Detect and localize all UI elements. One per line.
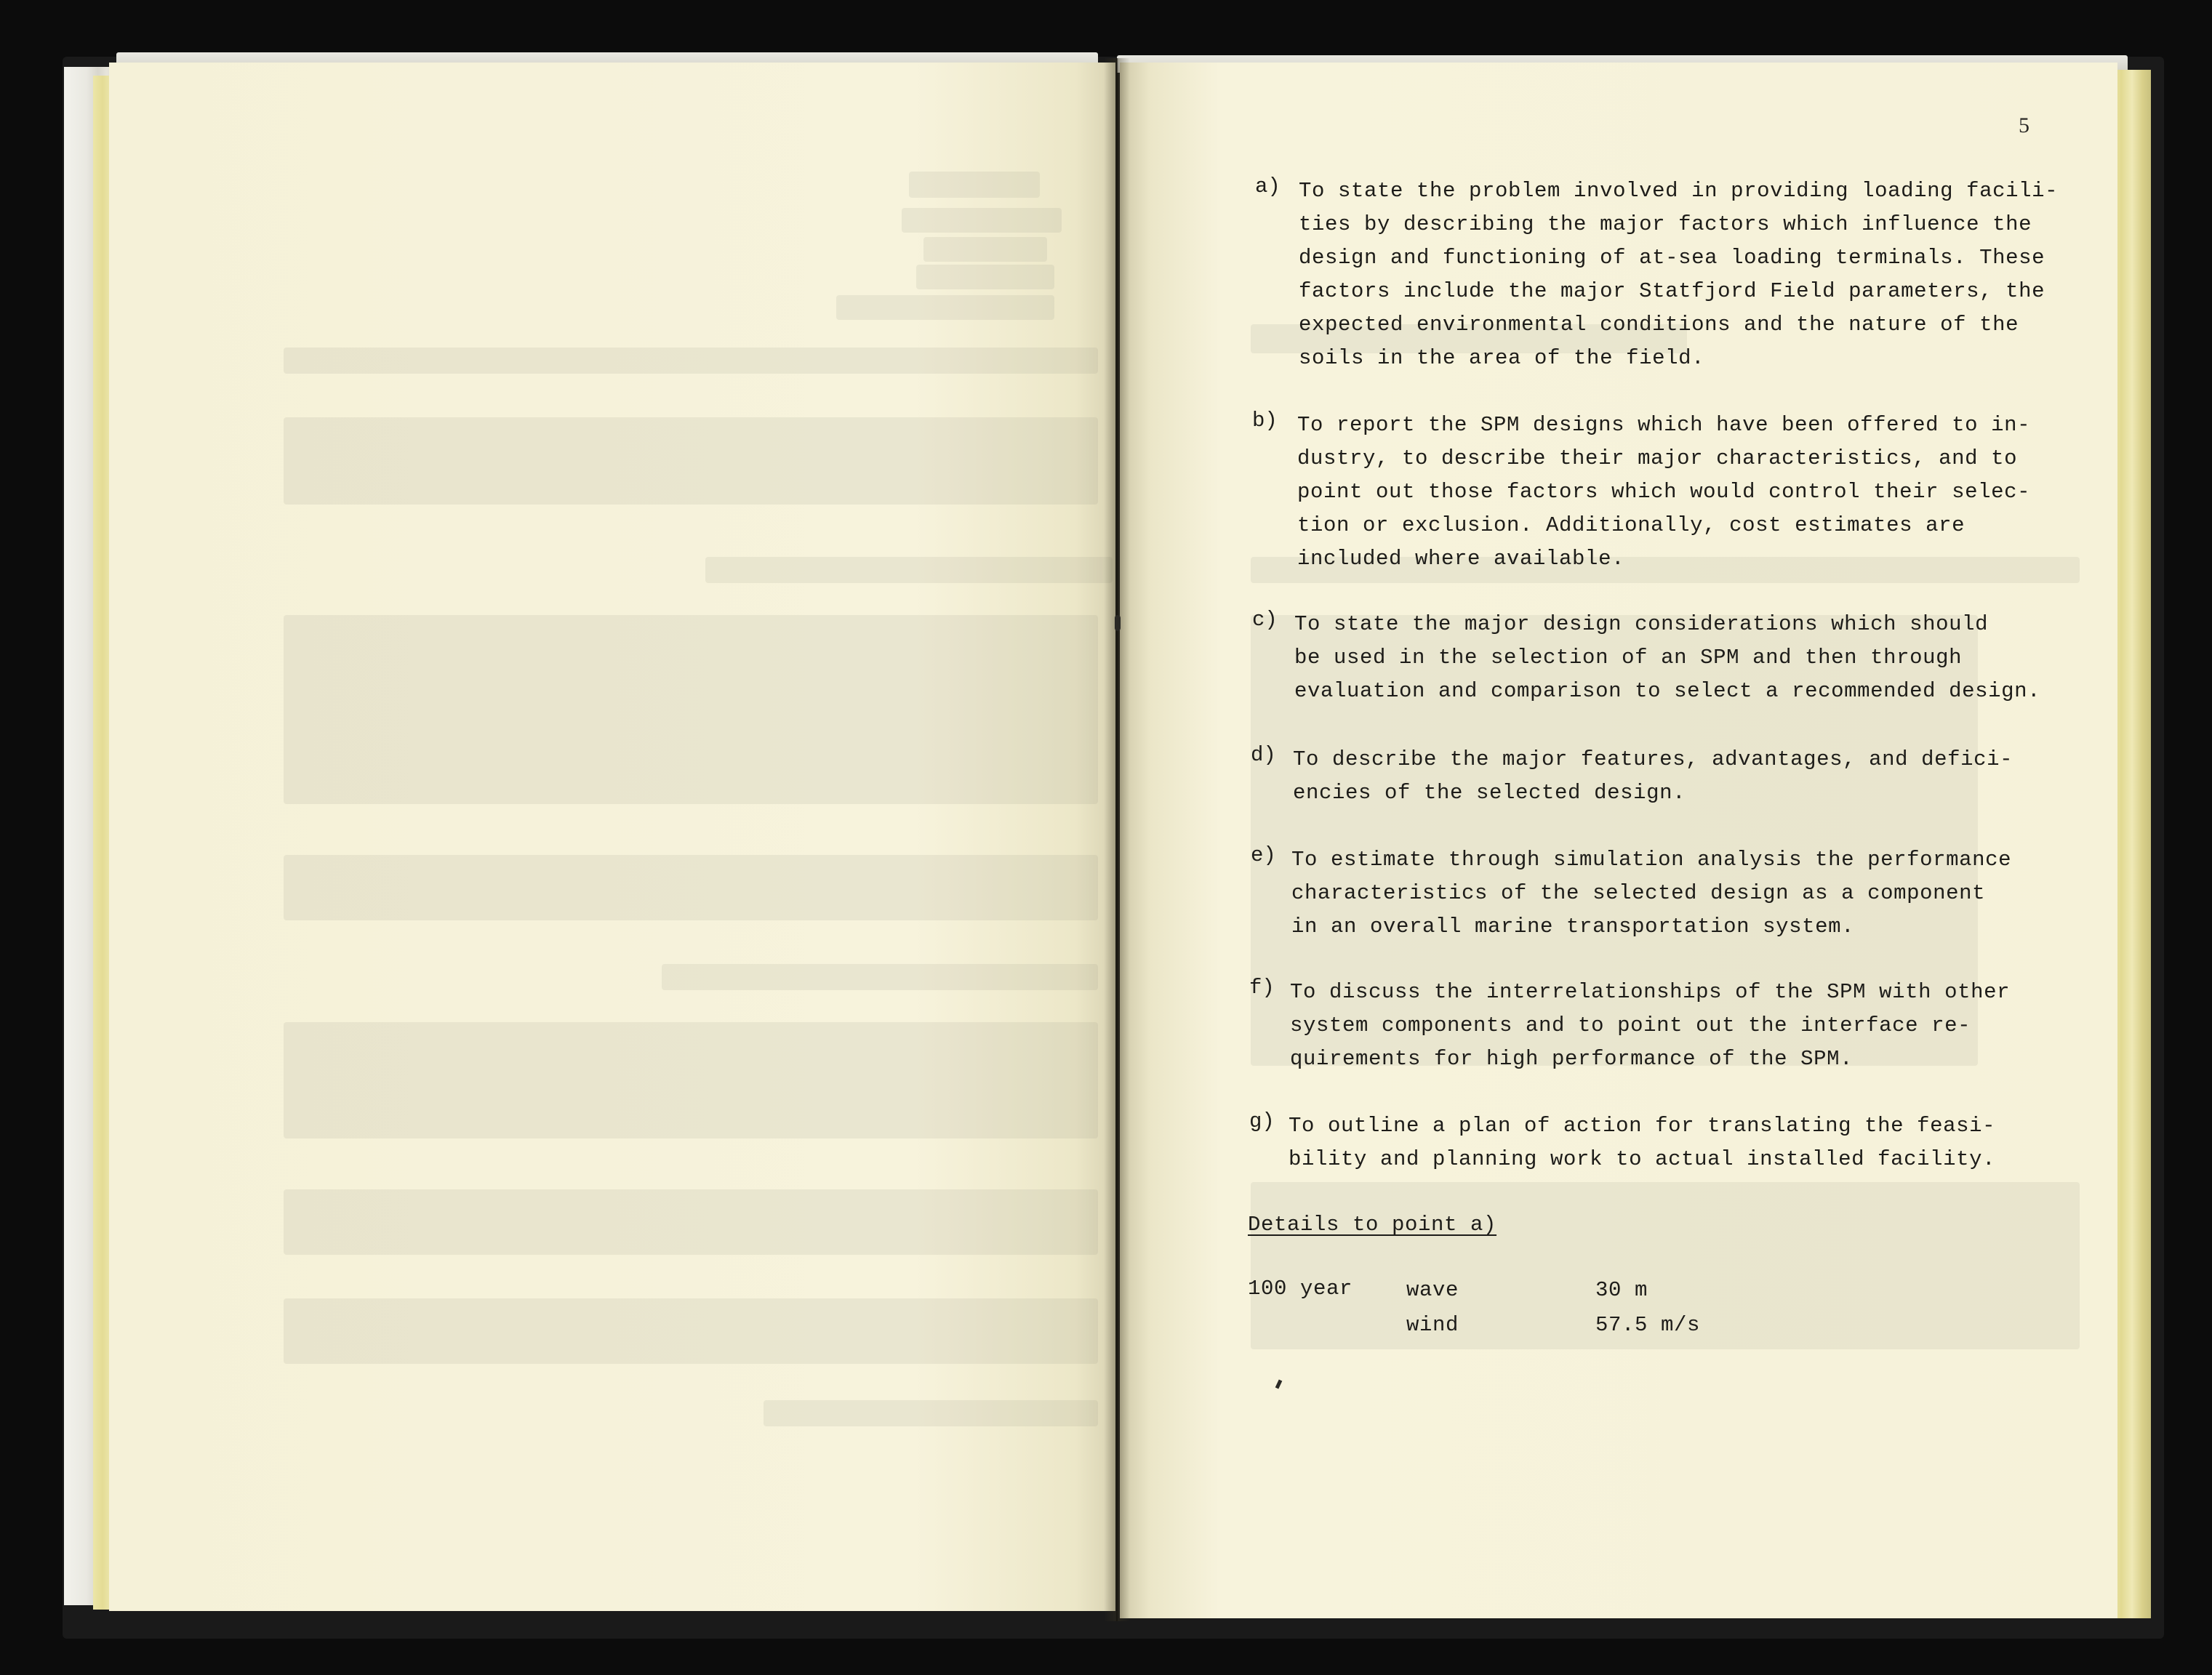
parameter-value: 57.5 m/s xyxy=(1595,1313,1701,1337)
list-item-text: To describe the major features, advantages, and defici- encies of the selected design. xyxy=(1293,747,2013,805)
list-item-letter: c) xyxy=(1252,608,1278,632)
list-item-text: To state the major design considerations which should be used in the selection of an SPM and then through evaluation and comparison to select a recommended design. xyxy=(1294,612,2041,703)
list-item-text: To report the SPM designs which have been offered to in- dustry, to describe their major characteristics, and to point out those factors which would control their selec- tion or exclusion. Additionally, cost estimates are included where available. xyxy=(1297,413,2031,571)
page-number: 5 xyxy=(2019,113,2029,137)
list-item-text: To outline a plan of action for translating the feasi- bility and planning work to actual installed facility. xyxy=(1289,1114,1996,1171)
period-label: 100 year xyxy=(1248,1277,1353,1301)
list-item-letter: d) xyxy=(1251,743,1276,767)
parameter-value: 30 m xyxy=(1595,1278,1648,1302)
list-item-letter: a) xyxy=(1255,174,1281,198)
list-item-text: To discuss the interrelationships of the SPM with other system components and to point out the interface re- quirements for high performance of the SPM. xyxy=(1290,980,2011,1071)
parameter-label: wave xyxy=(1406,1278,1459,1302)
gutter-notch xyxy=(1115,615,1121,631)
book-gutter xyxy=(1104,58,1130,1621)
left-page xyxy=(109,63,1115,1611)
list-item-letter: b) xyxy=(1252,409,1278,433)
details-heading: Details to point a) xyxy=(1248,1213,1497,1237)
list-item-letter: g) xyxy=(1249,1109,1275,1133)
list-item-letter: f) xyxy=(1249,976,1275,1000)
parameter-label: wind xyxy=(1406,1313,1459,1337)
list-item-text: To state the problem involved in providing loading facili- ties by describing the major factors which influence the design and functioning of at-sea loading terminals. These factors include the major Statfjord Field parameters, the expected environmental conditions and the nature of the soils in the area of the field. xyxy=(1299,179,2059,370)
list-item-letter: e) xyxy=(1251,843,1276,867)
list-item-text: To estimate through simulation analysis the performance characteristics of the selected design as a component in an overall marine transportation system. xyxy=(1291,848,2012,939)
